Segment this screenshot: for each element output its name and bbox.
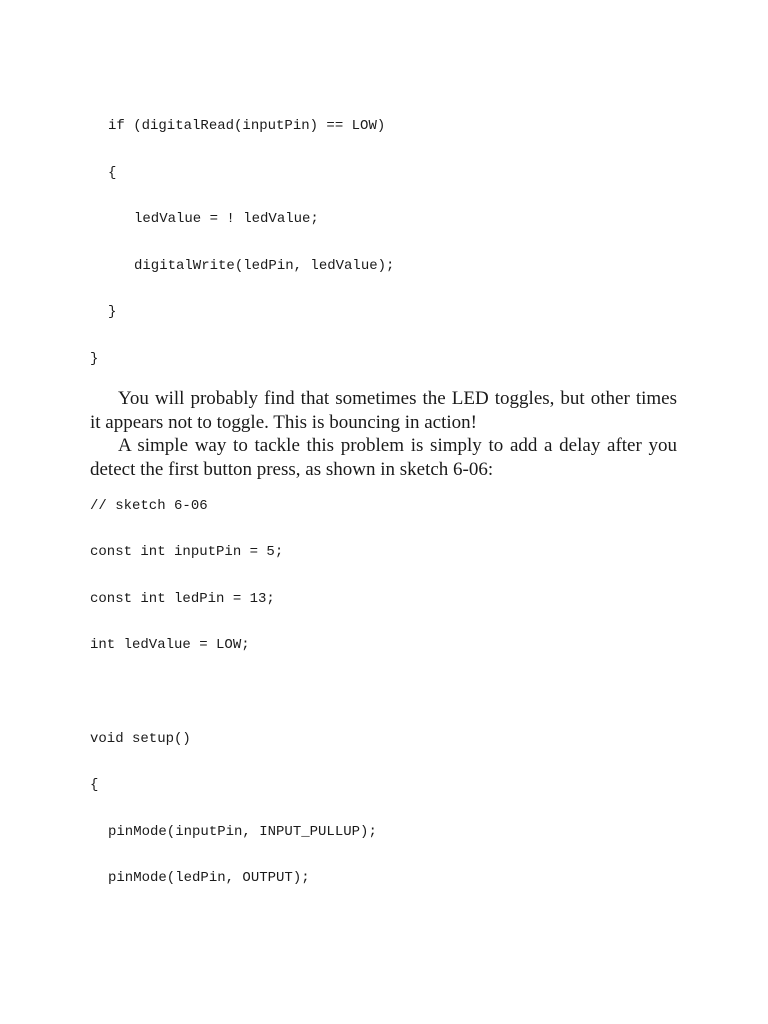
code-line: void setup() <box>90 731 191 747</box>
code-line: } <box>108 304 117 320</box>
code-line: ledValue = ! ledValue; <box>134 211 319 227</box>
code-line: int ledValue = LOW; <box>90 637 250 653</box>
code-line: digitalWrite(ledPin, ledValue); <box>134 258 395 274</box>
code-line: const int ledPin = 13; <box>90 591 275 607</box>
code-line: // sketch 6-06 <box>90 498 208 514</box>
code-line: pinMode(ledPin, OUTPUT); <box>108 870 310 886</box>
code-line: if (digitalRead(inputPin) == LOW) <box>108 118 386 134</box>
code-line: const int inputPin = 5; <box>90 544 284 560</box>
code-line: { <box>90 777 99 793</box>
code-line: pinMode(inputPin, INPUT_PULLUP); <box>108 824 377 840</box>
code-line: } <box>90 351 99 367</box>
body-paragraph: You will probably find that sometimes the LED toggles, but other times it appears not to toggle. This is bouncing in action! <box>90 388 677 433</box>
body-paragraph: A simple way to tackle this problem is simply to add a delay after you detect the first button press, as shown in sketch 6-06: <box>90 435 677 480</box>
code-line: { <box>108 165 117 181</box>
